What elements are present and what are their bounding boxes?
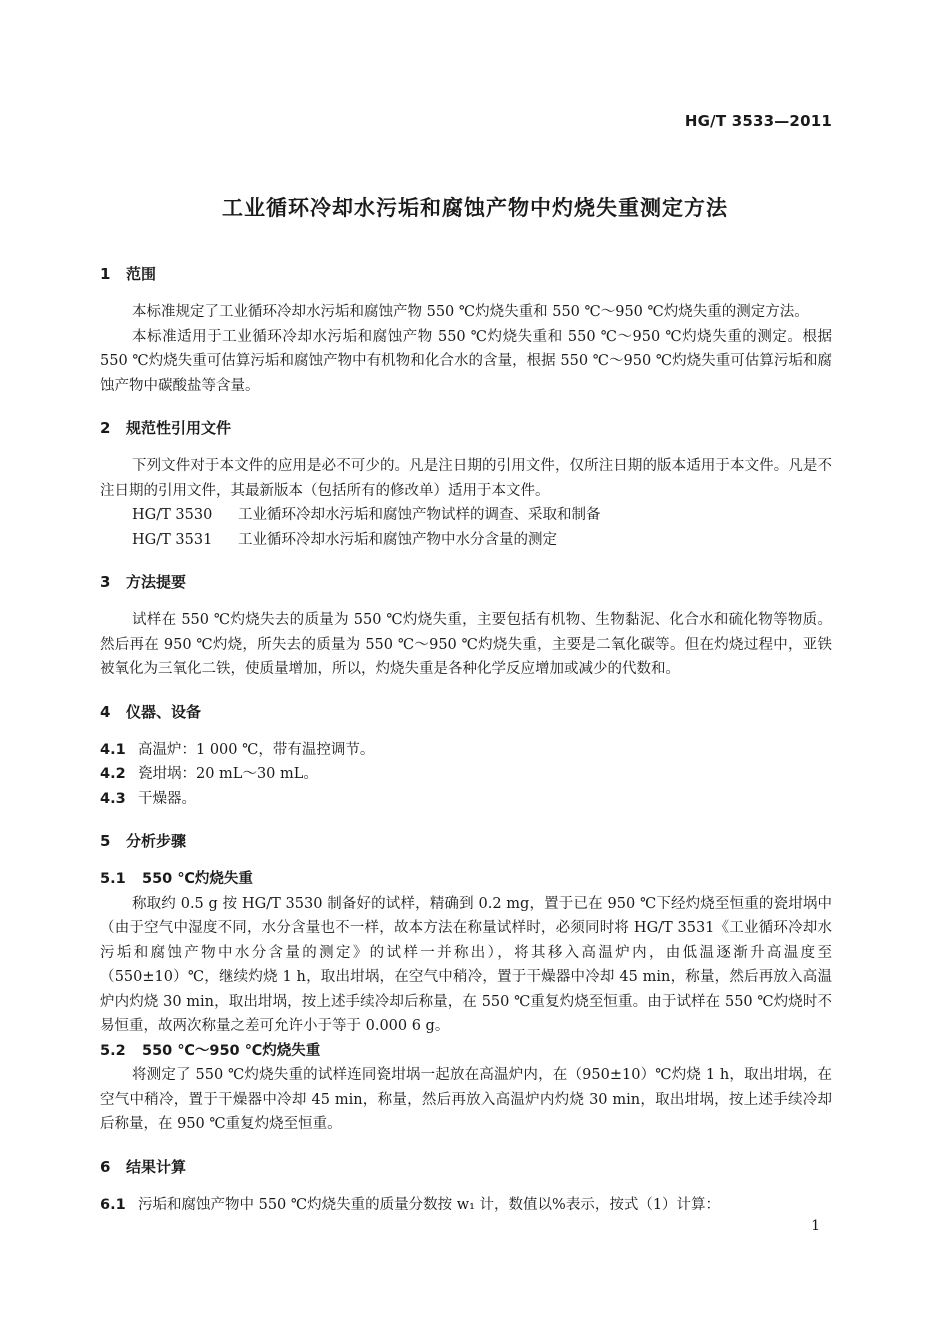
- subsection-5-2-heading: [100, 1039, 832, 1064]
- item-number: 6.1: [100, 1196, 126, 1213]
- normative-reference: [100, 528, 832, 553]
- reference-title: 工业循环冷却水污垢和腐蚀产物中水分含量的测定: [238, 531, 557, 548]
- subsection-title: 550 ℃～950 ℃灼烧失重: [142, 1042, 321, 1059]
- equipment-item: [100, 787, 832, 812]
- normative-reference: [100, 503, 832, 528]
- calculation-item: [100, 1193, 832, 1218]
- subsection-5-2-paragraph: 将测定了 550 ℃灼烧失重的试样连同瓷坩埚一起放在高温炉内，在（950±10）℃灼烧 1 h，取出坩埚，在空气中稍冷，置于干燥器中冷却 45 min，称量，然后再放入高温炉内灼烧 30 min，取出坩埚，按上述手续冷却后称量，在 950 ℃重复灼烧至恒重。: [100, 1067, 832, 1132]
- section-1-heading: [100, 262, 832, 286]
- section-2-heading: [100, 416, 832, 440]
- section-4-heading: [100, 700, 832, 724]
- section-3-paragraph-1: 试样在 550 ℃灼烧失去的质量为 550 ℃灼烧失重，主要包括有机物、生物黏泥、化合水和硫化物等物质。然后再在 950 ℃灼烧，所失去的质量为 550 ℃～950 ℃灼烧失重，主要是二氧化碳等。但在灼烧过程中，亚铁被氧化为三氧化二铁，使质量增加，所以，灼烧失重是各种化学反应增加或减少的代数和。: [100, 612, 832, 677]
- section-6-heading: [100, 1155, 832, 1179]
- subsection-number: 5.1: [100, 871, 126, 887]
- page-number: 1: [811, 1218, 820, 1234]
- reference-code: HG/T 3530: [132, 507, 213, 523]
- section-title: 分析步骤: [126, 832, 187, 850]
- reference-code: HG/T 3531: [132, 531, 213, 548]
- section-3-heading: [100, 570, 832, 594]
- item-text: 污垢和腐蚀产物中 550 ℃灼烧失重的质量分数按 w₁ 计，数值以%表示，按式（1）计算：: [138, 1196, 721, 1213]
- section-number: 4: [100, 702, 111, 721]
- section-title: 仪器、设备: [126, 702, 202, 721]
- section-number: 3: [100, 573, 111, 591]
- section-5-heading: [100, 829, 832, 853]
- subsection-5-1-paragraph: 称取约 0.5 g 按 HG/T 3530 制备好的试样，精确到 0.2 mg，置于已在 950 ℃下经灼烧至恒重的瓷坩埚中（由于空气中湿度不同，水分含量也不一样，故本方法在称量试样时，必须同时将 HG/T 3531《工业循环冷却水污垢和腐蚀产物中水分含量的测定》的试样一并称出），将其移入高温炉内，由低温逐渐升高温度至（550±10）℃，继续灼烧 1 h，取出坩埚，在空气中稍冷，置于干燥器中冷却 45 min，称量，然后再放入高温炉内灼烧 30 min，取出坩埚，按上述手续冷却后称量，在 550 ℃重复灼烧至恒重。由于试样在 550 ℃灼烧时不易恒重，故两次称量之差可允许小于等于 0.000 6 g。: [100, 895, 832, 1034]
- item-number: 4.2: [100, 766, 126, 782]
- subsection-title: 550 ℃灼烧失重: [142, 871, 253, 887]
- item-text: 高温炉：1 000 ℃，带有温控调节。: [138, 741, 375, 758]
- subsection-number: 5.2: [100, 1042, 126, 1059]
- section-number: 6: [100, 1157, 111, 1176]
- item-number: 4.1: [100, 741, 126, 758]
- item-text: 干燥器。: [138, 790, 196, 807]
- section-number: 5: [100, 832, 111, 850]
- section-title: 范围: [126, 265, 157, 283]
- section-title: 规范性引用文件: [126, 419, 232, 437]
- document-title: 工业循环冷却水污垢和腐蚀产物中灼烧失重测定方法: [222, 196, 728, 220]
- document-body: [100, 262, 832, 1217]
- section-number: 2: [100, 419, 111, 437]
- section-1-paragraph-1: 本标准规定了工业循环冷却水污垢和腐蚀产物 550 ℃灼烧失重和 550 ℃～950 ℃灼烧失重的测定方法。: [132, 304, 809, 320]
- section-1-paragraph-2: 本标准适用于工业循环冷却水污垢和腐蚀产物 550 ℃灼烧失重和 550 ℃～950 ℃灼烧失重的测定。根据 550 ℃灼烧失重可估算污垢和腐蚀产物中有机物和化合水的含量，根据 550 ℃～950 ℃灼烧失重可估算污垢和腐蚀产物中碳酸盐等含量。: [100, 328, 832, 394]
- section-2-paragraph-1: 下列文件对于本文件的应用是必不可少的。凡是注日期的引用文件，仅所注日期的版本适用于本文件。凡是不注日期的引用文件，其最新版本（包括所有的修改单）适用于本文件。: [100, 458, 832, 499]
- section-number: 1: [100, 265, 111, 283]
- equipment-item: [100, 738, 832, 763]
- section-title: 方法提要: [126, 573, 187, 591]
- reference-title: 工业循环冷却水污垢和腐蚀产物试样的调查、采取和制备: [238, 507, 601, 523]
- subsection-5-1-heading: [100, 867, 832, 892]
- item-text: 瓷坩埚：20 mL～30 mL。: [138, 766, 318, 782]
- section-title: 结果计算: [126, 1157, 187, 1176]
- item-number: 4.3: [100, 790, 126, 807]
- standard-code: HG/T 3533—2011: [684, 112, 832, 130]
- equipment-item: [100, 762, 832, 787]
